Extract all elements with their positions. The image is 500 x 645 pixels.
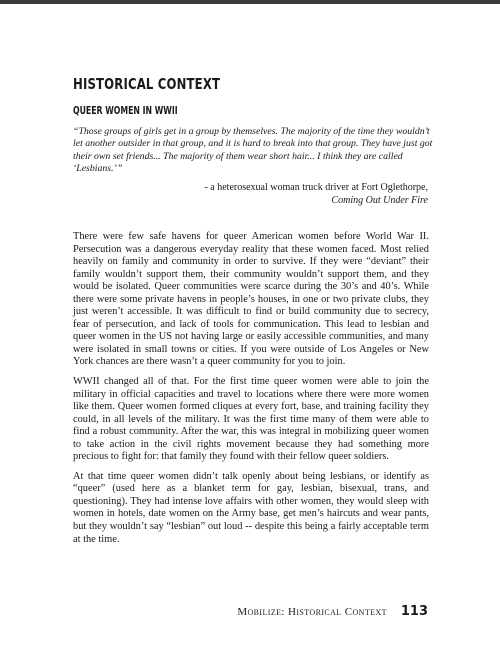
- paragraph-1: There were few safe havens for queer American women before World War II. Persecution was a dangerous everyday reality that these women faced. Most relied heavily on family and community in order to survive. If they were “deviant” their family wouldn’t support them, their community wouldn’t support them, and they would be isolated. Queer communities were scarce during the 30’s and 40’s. While there were some private havens in people’s houses, in one or two private clubs, they just weren’t accessible. It was difficult to find or build community due to secrecy, fear of persecution, and lack of tools for communication. This lead to lesbian and queer women in the US not having large or easily accessible communities, and many were isolated in small towns or cities. If you were outside of Los Angeles or New York chances are there wasn’t a queer community for you to join.: [73, 231, 429, 368]
- subsection-title: QUEER WOMEN IN WWII: [73, 105, 178, 117]
- running-footer: Mobilize: Historical Context: [237, 606, 387, 618]
- attribution-source: Coming Out Under Fire: [331, 195, 428, 206]
- epigraph-quote: “Those groups of girls get in a group by themselves. The majority of the time they wouldn’t let another outsider in that group, and it is hard to break into that group. They have just got their own set friends... The majority of them wear short hair... I think they are called ‘Lesbians.’”: [73, 126, 433, 174]
- paragraph-3: At that time queer women didn’t talk openly about being lesbians, or identify as “queer” (used here as a blanket term for gay, lesbian, bisexual, trans, and questioning). They had intense love affairs with other women, they would sleep with women in hotels, date women on the Army base, get men’s haircuts and wear pants, but they wouldn’t say “lesbian” out loud -- despite this being a fairly acceptable term at the time.: [73, 470, 429, 545]
- attribution-speaker: - a heterosexual woman truck driver at Fort Oglethorpe,: [204, 182, 428, 193]
- paragraph-2: WWII changed all of that. For the first time queer women were able to join the military in official capacities and travel to locations where there were more women like them. Queer women formed cliques at every fort, base, and training facility they could, in all levels of the military. It was the first time many of them were able to find a robust community. After the war, this was integral in mobilizing queer women to take action in the civil rights movement because they had something more precious to fight for: that family they found with their fellow queer soldiers.: [73, 376, 429, 463]
- body-text: [73, 231, 429, 553]
- page-footer: [237, 604, 428, 619]
- document-page: [0, 4, 500, 645]
- quote-attribution: [204, 181, 428, 207]
- section-title: HISTORICAL CONTEXT: [73, 75, 221, 93]
- page-number: 113: [400, 604, 428, 619]
